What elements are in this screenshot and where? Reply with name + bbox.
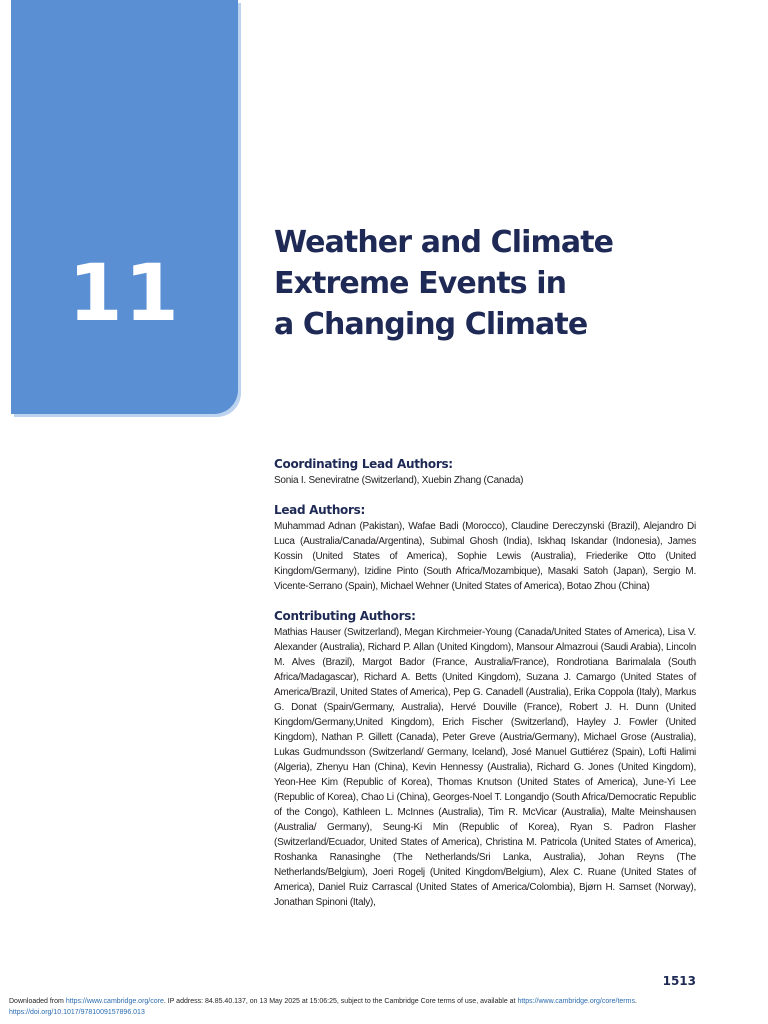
footer-line-1: [9, 996, 759, 1007]
lead-authors-list: Muhammad Adnan (Pakistan), Wafae Badi (Morocco), Claudine Dereczynski (Brazil), Alejandro Di Luca (Australia/Canada/Argentina), Subimal Ghosh (India), Iskhaq Iskandar (Indonesia), James Kossin (United States of America), Sophie Lewis (Australia), Friederike Otto (United Kingdom/Germany), Izidine Pinto (South Africa/Mozambique), Masaki Satoh (Japan), Sergio M. Vicente-Serrano (Spain), Michael Wehner (United States of America), Botao Zhou (China): [274, 521, 696, 592]
lead-authors-heading: Lead Authors:: [274, 503, 365, 517]
coordinating-lead-authors-heading: Coordinating Lead Authors:: [274, 457, 453, 471]
coordinating-lead-authors-list: Sonia I. Seneviratne (Switzerland), Xuebin Zhang (Canada): [274, 475, 524, 486]
cambridge-core-link[interactable]: https://www.cambridge.org/core: [65, 998, 164, 1005]
contributing-authors-heading: Contributing Authors:: [274, 609, 416, 623]
footer-line-2: [9, 1007, 759, 1018]
chapter-number-panel: [11, 0, 238, 414]
chapter-title-line-1: Weather and Climate: [274, 225, 614, 260]
coordinating-lead-authors-section: [274, 457, 696, 488]
contributing-authors-list: Mathias Hauser (Switzerland), Megan Kirchmeier-Young (Canada/United States of America), Lisa V. Alexander (Australia), Richard P. Allan (United Kingdom), Mansour Almazroui (Saudi Arabia), Lincoln M. Alves (Brazil), Margot Bador (France, Australia/France), Rondrotiana Barimalala (South Africa/Madagascar), Richard A. Betts (United Kingdom), Suzana J. Camargo (United States of America/Brazil, United States of America), Pep G. Canadell (Australia), Erika Coppola (Italy), Markus G. Donat (Spain/Germany, Australia), Hervé Douville (France), Robert J. H. Dunn (United Kingdom/Germany,United Kingdom), Erich Fischer (Switzerland), Hayley J. Fowler (United Kingdom), Nathan P. Gillett (Canada), Peter Greve (Austria/Germany), Michael Grose (Australia), Lukas Gudmundsson (Switzerland/ Germany, Iceland), José Manuel Guttiérez (Spain), Lofti Halimi (Algeria), Zhenyu Han (China), Kevin Hennessy (Australia), Richard G. Jones (United Kingdom), Yeon-Hee Kim (Republic of Korea), Thomas Knutson (United States of America), June-Yi Lee (Republic of Korea), Chao Li (China), Georges-Noel T. Longandjo (South Africa/Democratic Republic of the Congo), Kathleen L. McInnes (Australia), Tim R. McVicar (Australia), Malte Meinshausen (Australia/ Germany), Seung-Ki Min (Republic of Korea), Ryan S. Padron Flasher (Switzerland/Ecuador, United States of America), Christina M. Patricola (United States of America), Roshanka Ranasinghe (The Netherlands/Sri Lanka, Australia), Johan Reyns (The Netherlands/Belgium), Joeri Rogelj (United Kingdom/Belgium), Alex C. Ruane (United States of America), Daniel Ruiz Carrascal (United States of America/Colombia), Bjørn H. Samset (Norway), Jonathan Spinoni (Italy),: [274, 627, 696, 908]
core-terms-link[interactable]: https://www.cambridge.org/core/terms: [517, 998, 635, 1005]
download-footer: [9, 996, 759, 1018]
doi-link[interactable]: https://doi.org/10.1017/9781009157896.013: [9, 1009, 145, 1016]
footer-end-text: .: [634, 998, 637, 1005]
footer-downloaded-prefix: Downloaded from: [9, 998, 66, 1005]
chapter-number: 11: [68, 249, 181, 339]
contributing-authors-section: [274, 609, 696, 910]
footer-middle-text: . IP address: 84.85.40.137, on 13 May 2025 at 15:06:25, subject to the Cambridge Core terms of use, available at: [163, 998, 518, 1005]
chapter-title-line-3: a Changing Climate: [274, 307, 588, 342]
chapter-title-line-2: Extreme Events in: [274, 266, 567, 301]
lead-authors-section: [274, 503, 696, 594]
page-number: 1513: [662, 974, 696, 988]
chapter-title: [274, 222, 714, 345]
